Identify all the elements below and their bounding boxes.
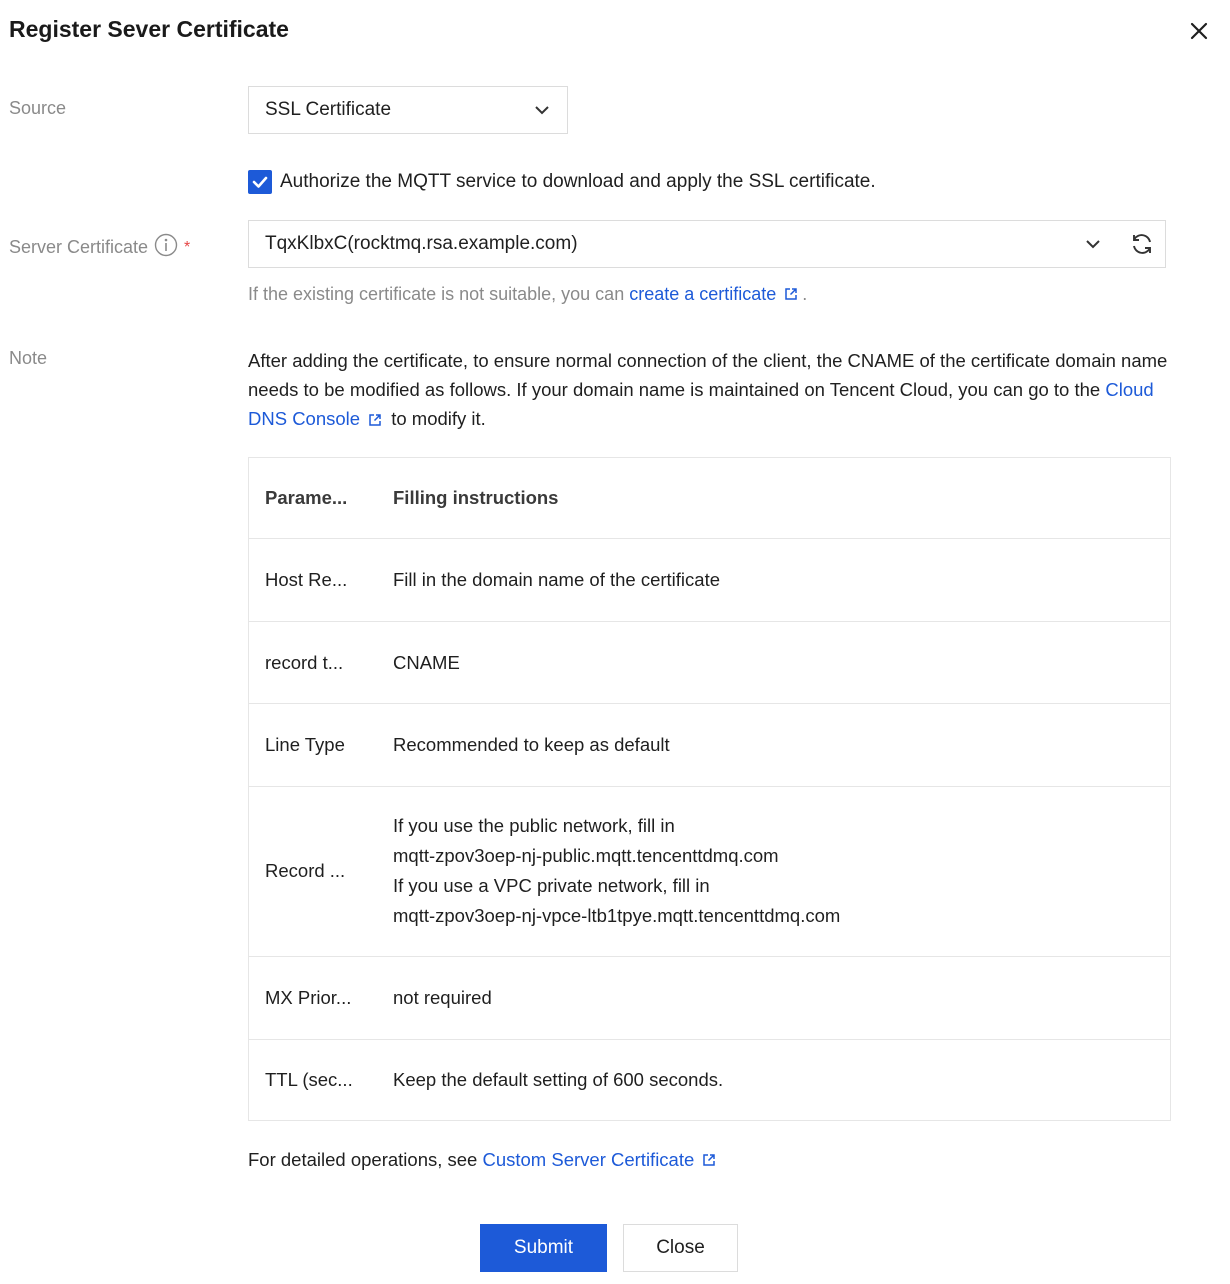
table-row [249, 957, 1170, 1040]
required-mark: * [184, 238, 191, 256]
note-text-before: After adding the certificate, to ensure normal connection of the client, the CNAME of the certificate domain name needs to be modified as follows. If your domain name is maintained on Tencent Cloud, you can go to the [248, 350, 1168, 400]
authorize-label[interactable]: Authorize the MQTT service to download and apply the SSL certificate. [280, 171, 876, 192]
row-instruction: not required [393, 987, 492, 1008]
chevron-down-icon [1084, 238, 1102, 250]
refresh-button[interactable] [1118, 220, 1166, 268]
note-label: Note [9, 348, 48, 368]
server-certificate-value: TqxKlbxC(rocktmq.rsa.example.com) [265, 233, 578, 254]
hint-prefix: If the existing certificate is not suitable, you can [248, 284, 630, 304]
row-parameter: TTL (sec... [265, 1069, 353, 1090]
external-link-icon[interactable] [784, 285, 798, 306]
row-parameter: Line Type [265, 734, 345, 755]
instruction-line: If you use a VPC private network, fill in [393, 875, 710, 896]
close-icon[interactable] [1186, 18, 1212, 44]
table-row [249, 622, 1170, 704]
server-certificate-label: Server Certificate [9, 237, 149, 257]
row-parameter: Record ... [265, 860, 346, 881]
create-certificate-link[interactable]: create a certificate [629, 284, 777, 304]
hint-suffix: . [802, 284, 808, 304]
chevron-down-icon [533, 104, 551, 116]
custom-server-certificate-link[interactable]: Custom Server Certificate [482, 1149, 695, 1170]
cname-table [248, 457, 1171, 1121]
source-select[interactable] [248, 86, 568, 134]
authorize-checkbox[interactable] [248, 170, 272, 194]
instruction-line: If you use the public network, fill in [393, 815, 675, 836]
column-header-parameter: Parame... [265, 487, 348, 508]
certificate-hint [248, 284, 807, 306]
note-text-after: to modify it. [386, 408, 486, 429]
row-parameter: record t... [265, 652, 344, 673]
external-link-icon[interactable] [368, 406, 382, 435]
server-certificate-select[interactable] [248, 220, 1119, 268]
refresh-icon [1129, 231, 1155, 257]
table-row [249, 1040, 1170, 1120]
detail-prefix: For detailed operations, see [248, 1149, 483, 1170]
table-row [249, 704, 1170, 787]
source-select-value: SSL Certificate [265, 99, 392, 120]
note-text [248, 346, 1168, 435]
row-instruction: CNAME [393, 652, 460, 673]
dialog-title: Register Sever Certificate [9, 16, 289, 42]
table-row [249, 539, 1170, 622]
column-header-instructions: Filling instructions [393, 487, 559, 508]
detail-operations [248, 1149, 720, 1172]
source-label: Source [9, 98, 67, 118]
info-icon[interactable] [154, 233, 178, 262]
server-certificate-label-row [9, 233, 190, 262]
checkmark-icon [251, 173, 269, 191]
instruction-line: mqtt-zpov3oep-nj-vpce-ltb1tpye.mqtt.tencenttdmq.com [393, 905, 841, 926]
row-instruction: Keep the default setting of 600 seconds. [393, 1069, 724, 1090]
row-instruction: Fill in the domain name of the certificate [393, 569, 720, 590]
row-instruction [393, 811, 840, 931]
row-parameter: MX Prior... [265, 987, 352, 1008]
table-row [249, 787, 1170, 957]
close-button[interactable]: Close [623, 1224, 738, 1272]
submit-button[interactable]: Submit [480, 1224, 607, 1272]
table-header-row [249, 458, 1170, 539]
instruction-line: mqtt-zpov3oep-nj-public.mqtt.tencenttdmq.com [393, 845, 779, 866]
row-instruction: Recommended to keep as default [393, 734, 670, 755]
authorize-row [248, 170, 876, 194]
external-link-icon[interactable] [702, 1150, 716, 1172]
cloud-dns-console-link[interactable]: Cloud DNS Console [248, 379, 1154, 429]
row-parameter: Host Re... [265, 569, 348, 590]
